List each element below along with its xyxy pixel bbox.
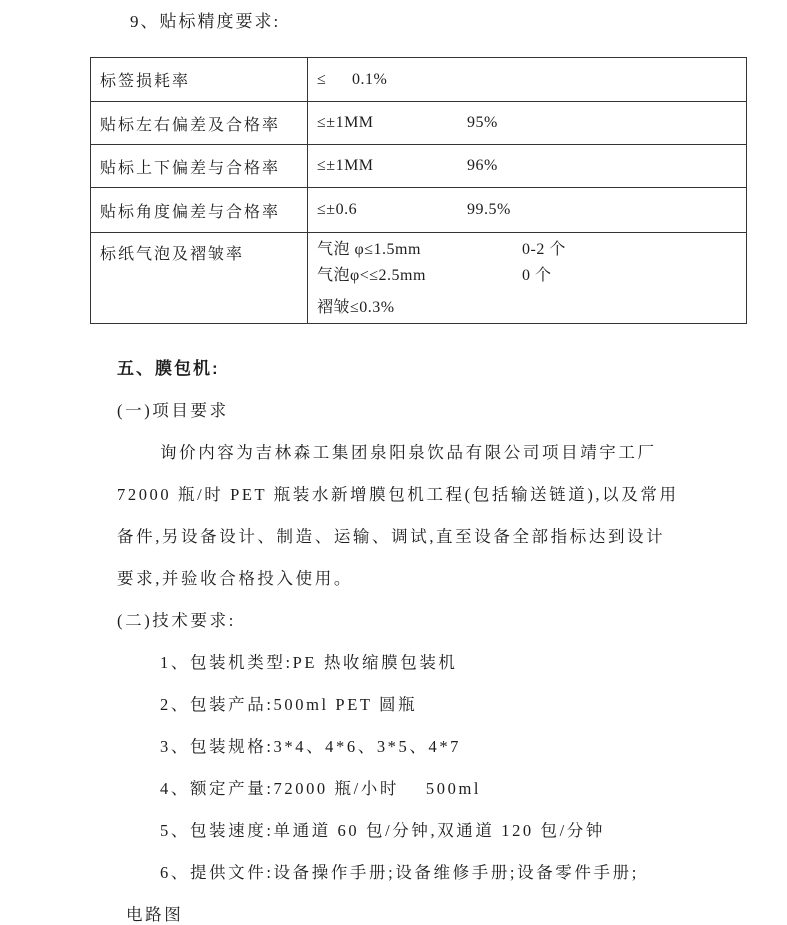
spec-text: ≤	[317, 70, 327, 88]
tech-item: 6、提供文件:设备操作手册;设备维修手册;设备零件手册;	[160, 863, 639, 882]
labeling-accuracy-table	[90, 57, 747, 324]
spec-text: 褶皱≤0.3%	[317, 299, 395, 316]
tech-item: 1、包装机类型:PE 热收缩膜包装机	[160, 653, 458, 672]
rate-text: 95%	[467, 114, 498, 131]
table-row	[91, 145, 747, 188]
paragraph-line: 要求,并验收合格投入使用。	[117, 569, 353, 588]
spec-text: 气泡φ<≤2.5mm	[317, 267, 426, 284]
row-value	[308, 233, 747, 324]
section-5-content	[117, 348, 697, 925]
row-value	[308, 102, 747, 145]
row-label: 标签损耗率	[91, 58, 308, 102]
table-row	[91, 102, 747, 145]
tech-item-continuation: 电路图	[126, 905, 184, 924]
section-9-heading: 9、贴标精度要求:	[130, 12, 281, 31]
paragraph-line: 询价内容为吉林森工集团泉阳泉饮品有限公司项目靖宇工厂	[160, 443, 657, 462]
paragraph-line: 备件,另设备设计、制造、运输、调试,直至设备全部指标达到设计	[117, 527, 666, 546]
project-requirements-heading: (一)项目要求	[117, 401, 229, 420]
value-line	[317, 295, 742, 321]
row-value	[308, 58, 747, 102]
rate-text: 0-2 个	[522, 241, 566, 258]
value-line	[317, 237, 742, 263]
tech-requirements-heading: (二)技术要求:	[117, 611, 236, 630]
value-line	[317, 67, 742, 93]
row-label: 贴标上下偏差与合格率	[91, 145, 308, 188]
tech-item: 4、额定产量:72000 瓶/小时 500ml	[160, 779, 482, 798]
tech-item: 3、包装规格:3*4、4*6、3*5、4*7	[160, 737, 462, 756]
spec-text: ≤±0.6	[317, 201, 358, 218]
value-line	[317, 110, 742, 136]
table-row	[91, 188, 747, 233]
row-label: 贴标左右偏差及合格率	[91, 102, 308, 145]
spec-text: ≤±1MM	[317, 114, 374, 131]
rate-text: 96%	[467, 157, 498, 174]
value-line	[317, 197, 742, 223]
section-5-heading: 五、膜包机:	[117, 359, 220, 378]
row-label: 贴标角度偏差与合格率	[91, 188, 308, 233]
rate-text: 99.5%	[467, 201, 511, 218]
rate-text: 0 个	[522, 267, 552, 284]
row-value	[308, 145, 747, 188]
tech-item: 5、包装速度:单通道 60 包/分钟,双通道 120 包/分钟	[160, 821, 605, 840]
table-row	[91, 233, 747, 324]
row-value	[308, 188, 747, 233]
row-label: 标纸气泡及褶皱率	[91, 233, 308, 324]
value-line	[317, 263, 742, 289]
tech-item: 2、包装产品:500ml PET 圆瓶	[160, 695, 418, 714]
spec-text: 气泡 φ≤1.5mm	[317, 241, 421, 258]
rate-text: 0.1%	[352, 70, 388, 88]
spec-text: ≤±1MM	[317, 157, 374, 174]
value-line	[317, 153, 742, 179]
table-row	[91, 58, 747, 102]
paragraph-line: 72000 瓶/时 PET 瓶装水新增膜包机工程(包括输送链道),以及常用	[117, 485, 679, 504]
